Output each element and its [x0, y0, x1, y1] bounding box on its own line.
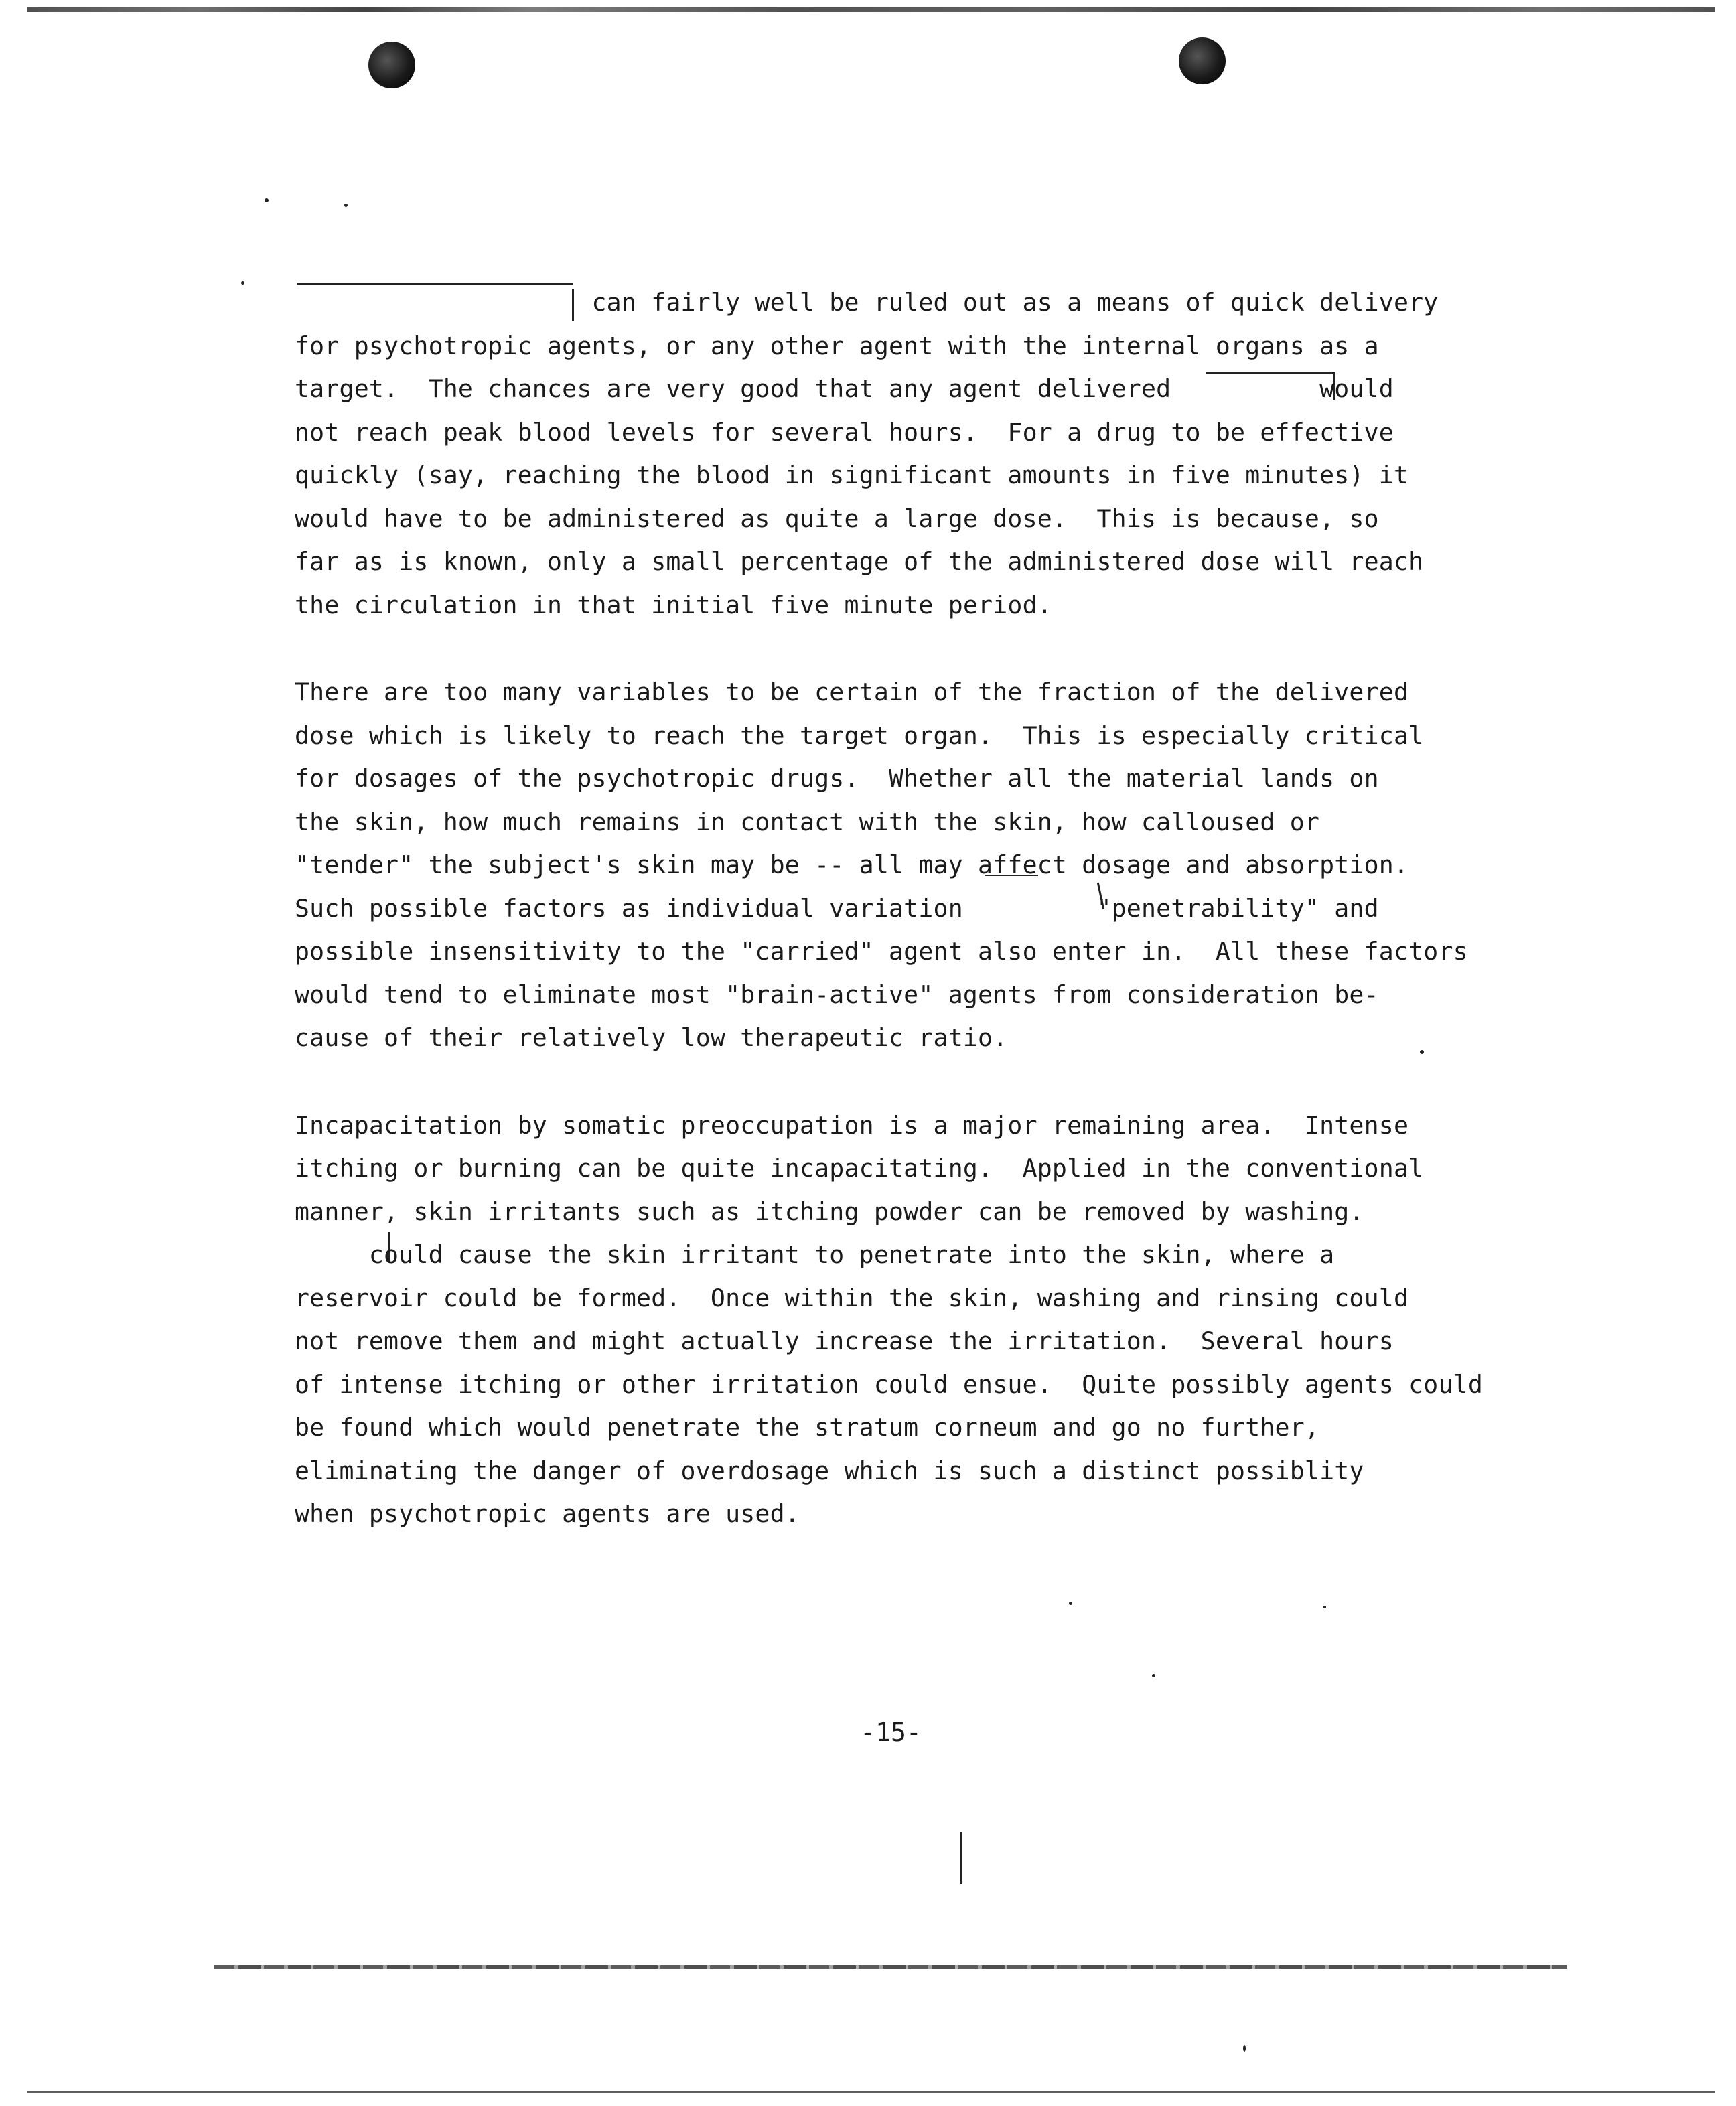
scan-bottom-edge — [214, 1965, 1567, 1969]
text-line: the circulation in that initial five minute period. — [295, 590, 1052, 619]
text-line: reservoir could be formed. Once within the skin, washing and rinsing could — [295, 1283, 1409, 1312]
text-line: manner, skin irritants such as itching powder can be removed by washing. — [295, 1197, 1364, 1226]
text-line: could cause the skin irritant to penetrate into the skin, where a — [295, 1240, 1335, 1269]
text-line: be found which would penetrate the stratum corneum and go no further, — [295, 1413, 1320, 1442]
text-line: target. The chances are very good that any agent delivered would — [295, 374, 1394, 403]
page-number: -15- — [860, 1718, 922, 1747]
scan-top-edge — [27, 7, 1715, 12]
text-line: the skin, how much remains in contact with the skin, how calloused or — [295, 807, 1320, 836]
scan-speck — [265, 198, 269, 202]
text-line: cause of their relatively low therapeutic ratio. — [295, 1023, 1008, 1052]
text-line: Incapacitation by somatic preoccupation is a major remaining area. Intense — [295, 1110, 1409, 1140]
text-line: for psychotropic agents, or any other agent with the internal organs as a — [295, 331, 1379, 360]
paragraph — [295, 1104, 1483, 1536]
scan-speck — [1323, 1606, 1326, 1608]
text-line: possible insensitivity to the "carried" agent also enter in. All these factors — [295, 937, 1468, 966]
scan-speck — [344, 204, 348, 207]
text-line: itching or burning can be quite incapacitating. Applied in the conventional — [295, 1154, 1424, 1183]
punch-hole-left — [368, 42, 415, 88]
text-line: for dosages of the psychotropic drugs. Whether all the material lands on — [295, 764, 1379, 793]
text-line: There are too many variables to be certain of the fraction of the delivered — [295, 678, 1409, 706]
text-line: dose which is likely to reach the target organ. This is especially critical — [295, 721, 1424, 750]
punch-hole-right — [1179, 37, 1226, 84]
text-line: not reach peak blood levels for several hours. For a drug to be effective — [295, 417, 1394, 447]
text-line: would tend to eliminate most "brain-active" agents from consideration be- — [295, 980, 1379, 1009]
text-line: would have to be administered as quite a large dose. This is because, so — [295, 504, 1379, 533]
text-line: not remove them and might actually increase the irritation. Several hours — [295, 1327, 1394, 1355]
text-line: Such possible factors as individual variation "penetrability" and — [295, 893, 1379, 923]
body-text — [295, 281, 1483, 1580]
scan-speck — [1069, 1602, 1072, 1605]
scan-speck — [1152, 1674, 1155, 1677]
text-line: far as is known, only a small percentage of the administered dose will reach — [295, 547, 1424, 576]
text-line: when psychotropic agents are used. — [295, 1499, 800, 1528]
text-line: can fairly well be ruled out as a means of quick delivery — [295, 288, 1439, 317]
text-line: quickly (say, reaching the blood in significant amounts in five minutes) it — [295, 461, 1409, 490]
redaction-bracket — [960, 1832, 962, 1884]
footer-rule — [27, 2091, 1715, 2093]
scan-speck — [241, 281, 244, 285]
paragraph — [295, 671, 1473, 1060]
text-line: eliminating the danger of overdosage which is such a distinct possiblity — [295, 1456, 1364, 1485]
text-line: of intense itching or other irritation could ensue. Quite possibly agents could — [295, 1369, 1483, 1399]
scan-speck — [1243, 2045, 1246, 2052]
paragraph — [295, 281, 1473, 627]
text-line: "tender" the subject's skin may be -- all may affect dosage and absorption. — [295, 850, 1409, 879]
